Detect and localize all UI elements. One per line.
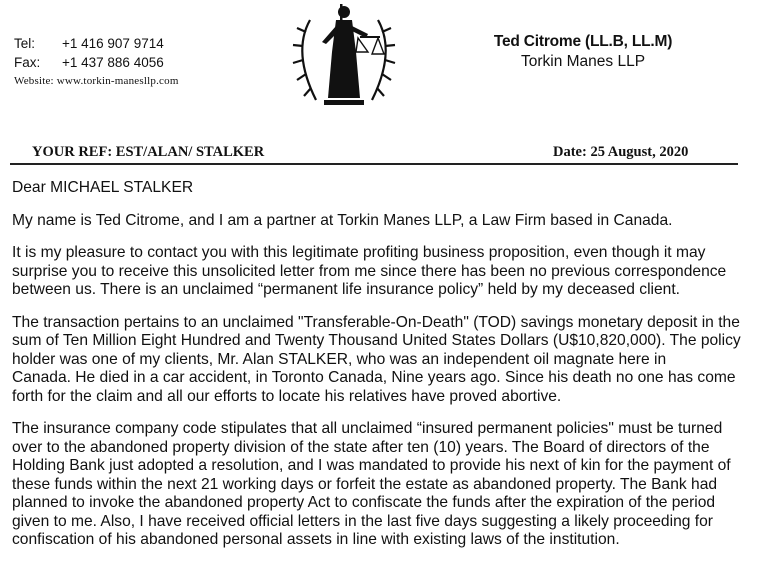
text-line: Holding Bank just adopted a resolution, and I was mandated to provide his next of kin for the payment of	[12, 457, 731, 474]
telephone-number: +1 416 907 9714	[62, 36, 164, 51]
text-line: The insurance company code stipulates that all unclaimed “insured permanent policies" must be turned	[12, 420, 723, 437]
sender-name: Ted Citrome (LL.B, LL.M)	[493, 33, 673, 50]
laurel-right-icon	[372, 20, 395, 100]
laurel-left-icon	[293, 20, 316, 100]
text-line: confiscation of his abandoned personal assets in line with existing laws of the institution.	[12, 531, 620, 548]
text-line: The transaction pertains to an unclaimed "Transferable-On-Death" (TOD) savings monetary deposit in the	[12, 313, 740, 331]
fax-number: +1 437 886 4056	[62, 55, 164, 70]
telephone-line	[14, 34, 179, 53]
fax-line	[14, 53, 179, 72]
text-line: Canada. He died in a car accident, in Toronto Canada, Nine years ago. Since his death no one has come	[12, 369, 736, 386]
text-line: surprise you to receive this unsolicited letter from me since there has been no previous correspondence	[12, 262, 727, 280]
text-line: over to the abandoned property division of the state after ten (10) years. The Board of directors of the	[12, 438, 710, 456]
text-line: holder was one of my clients, Mr. Alan STALKER, who was an independent oil magnate here in	[12, 350, 667, 368]
sender-firm: Torkin Manes LLP	[520, 53, 646, 70]
website-line: Website: www.torkin-manesllp.com	[14, 75, 179, 87]
header-divider	[10, 163, 738, 165]
letter-body	[12, 179, 768, 550]
contact-block	[14, 34, 179, 91]
justice-figure-icon	[322, 4, 384, 105]
text-line: sum of Ten Million Eight Hundred and Twenty Thousand United States Dollars (U$10,820,000). The policy	[12, 332, 741, 349]
letter-date: Date: 25 August, 2020	[553, 144, 689, 160]
text-line: forth for the claim and all our efforts to locate his relatives have proved abortive.	[12, 387, 562, 405]
text-line: It is my pleasure to contact you with this legitimate profiting business proposition, even though it may	[12, 244, 706, 261]
reference-bar	[0, 142, 740, 162]
telephone-label: Tel:	[14, 36, 36, 51]
text-line: between us. There is an unclaimed “permanent life insurance policy” held by my deceased client.	[12, 281, 681, 298]
paragraph-gap	[12, 198, 768, 212]
paragraph-transaction	[12, 314, 768, 407]
intro-paragraph: My name is Ted Citrome, and I am a partner at Torkin Manes LLP, a Law Firm based in Canada.	[12, 211, 673, 229]
paragraph-insurance-code	[12, 420, 768, 550]
lady-justice-logo-icon	[282, 0, 406, 112]
paragraph-gap	[12, 406, 768, 420]
paragraph-gap	[12, 300, 768, 314]
fax-label: Fax:	[14, 55, 41, 70]
reference-number: YOUR REF: EST/ALAN/ STALKER	[32, 144, 265, 160]
text-line: these funds within the next 21 working days or forfeit the estate as abandoned property. The Bank had	[12, 475, 718, 493]
text-line: given to me. Also, I have received official letters in the last five days suggesting a likely proceeding for	[12, 512, 713, 530]
paragraph-gap	[12, 230, 768, 244]
sender-block	[468, 32, 698, 72]
text-line: planned to invoke the abandoned property Act to confiscate the funds after the expiration of the period	[12, 494, 716, 511]
paragraph-proposition	[12, 244, 768, 300]
salutation: Dear MICHAEL STALKER	[12, 179, 194, 196]
